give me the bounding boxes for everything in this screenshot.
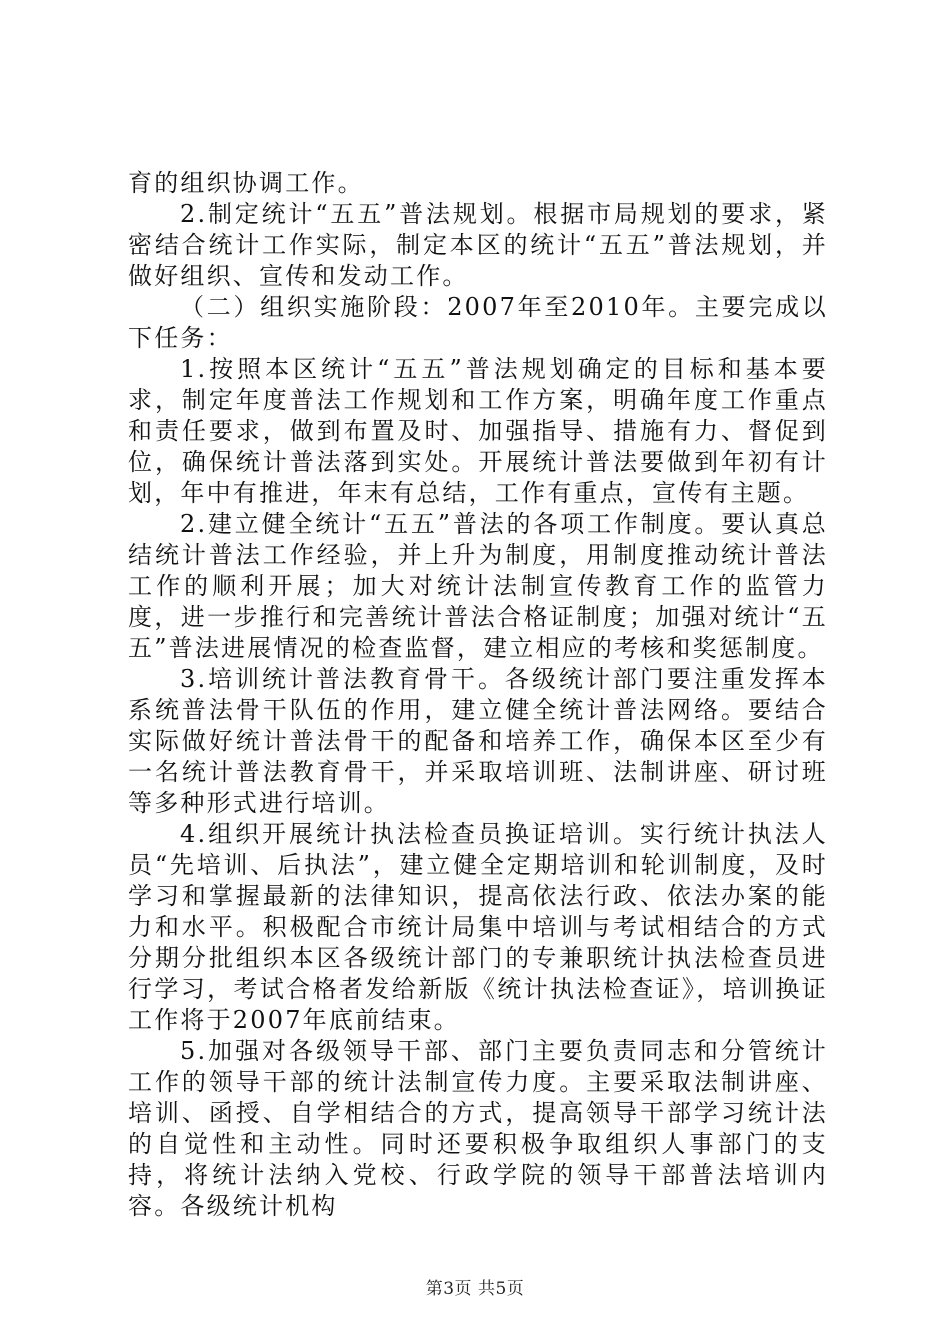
paragraph-item-1: 1.按照本区统计“五五”普法规划确定的目标和基本要求，制定年度普法工作规划和工作方案，明确年度工作重点和责任要求，做到布置及时、加强指导、措施有力、督促到位，确保统计普法落到实处。开展统计普法要做到年初有计划，年中有推进，年末有总结，工作有重点，宣传有主题。 [128,355,828,507]
document-body [128,168,828,1222]
paragraph-item-3: 3.培训统计普法教育骨干。各级统计部门要注重发挥本系统普法骨干队伍的作用，建立健全统计普法网络。要结合实际做好统计普法骨干的配备和培养工作，确保本区至少有一名统计普法教育骨干，并采取培训班、法制讲座、研讨班等多种形式进行培训。 [128,665,828,817]
paragraph-continuation: 育的组织协调工作。 [128,169,364,197]
paragraph-item-4: 4.组织开展统计执法检查员换证培训。实行统计执法人员“先培训、后执法”，建立健全定期培训和轮训制度，及时学习和掌握最新的法律知识，提高依法行政、依法办案的能力和水平。积极配合市统计局集中培训与考试相结合的方式分期分批组织本区各级统计部门的专兼职统计执法检查员进行学习，考试合格者发给新版《统计执法检查证》，培训换证工作将于2007年底前结束。 [128,820,828,1034]
paragraph-item-2-plan: 2.制定统计“五五”普法规划。根据市局规划的要求，紧密结合统计工作实际，制定本区的统计“五五”普法规划，并做好组织、宣传和发动工作。 [128,200,828,290]
section-heading-implementation: （二）组织实施阶段：2007年至2010年。主要完成以下任务： [128,293,828,352]
paragraph-item-2: 2.建立健全统计“五五”普法的各项工作制度。要认真总结统计普法工作经验，并上升为制度，用制度推动统计普法工作的顺利开展；加大对统计法制宣传教育工作的监管力度，进一步推行和完善统计普法合格证制度；加强对统计“五五”普法进展情况的检查监督，建立相应的考核和奖惩制度。 [128,510,828,662]
page-number-footer: 第3页 共5页 [425,1279,525,1299]
paragraph-item-5: 5.加强对各级领导干部、部门主要负责同志和分管统计工作的领导干部的统计法制宣传力度。主要采取法制讲座、培训、函授、自学相结合的方式，提高领导干部学习统计法的自觉性和主动性。同时还要积极争取组织人事部门的支持，将统计法纳入党校、行政学院的领导干部普法培训内容。各级统计机构 [128,1037,828,1220]
